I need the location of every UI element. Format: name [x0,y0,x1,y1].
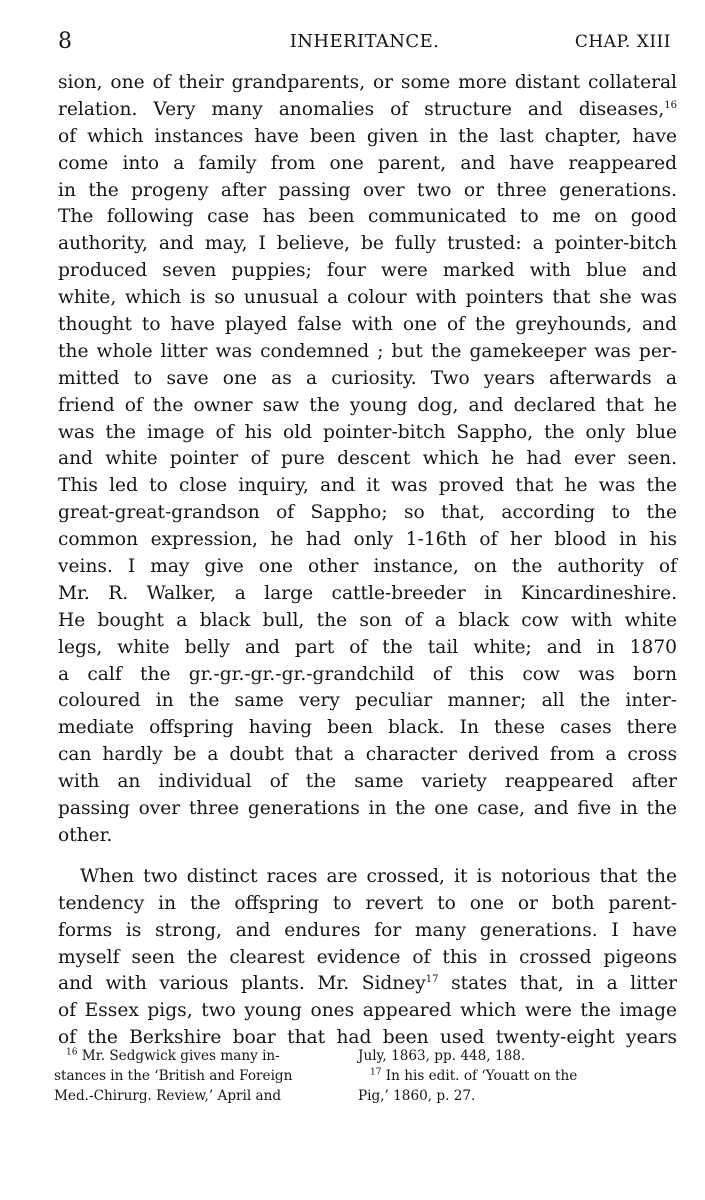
text-line: produced seven puppies; four were marked with blue and [58,260,677,282]
text-span: and with various plants. Mr. Sidney [58,973,426,995]
footnote-ref-16: 16 [664,99,677,111]
text-line: great-great-grandson of Sappho; so that, according to the [58,502,677,524]
text-line: thought to have played false with one of the greyhounds, and [58,314,677,336]
text-line: in the progeny after passing over two or three generations. [58,179,677,201]
text-line: myself seen the clearest evidence of this in crossed pigeons [58,946,677,968]
chapter-label: CHAP. XIII [574,32,671,52]
text-line: tendency in the offspring to revert to one or both parent- [58,892,677,914]
footnote-16 [54,1046,340,1106]
text-line: legs, white belly and part of the tail white; and in 1870 [58,636,677,658]
text-line: The following case has been communicated to me on good [58,206,677,228]
text-line: a calf the gr.-gr.-gr.-gr.-grandchild of this cow was born [58,663,677,685]
text-line: sion, one of their grandparents, or some more distant collateral [58,72,677,93]
text-line: When two distinct races are crossed, it is notorious that the [80,865,677,887]
text-line: forms is strong, and endures for many generations. I have [58,919,677,941]
text-line: come into a family from one parent, and have reappeared [58,152,677,174]
footnote-line: stances in the ‘British and Foreign [54,1068,293,1084]
text-line: He bought a black bull, the son of a black cow with white [58,609,677,631]
paragraph-gap [58,850,677,864]
footnote-line: July, 1863, pp. 448, 188. [358,1048,526,1064]
page-number: 8 [58,29,72,54]
text-line: common expression, he had only 1-16th of her blood in his [58,529,677,551]
text-line: with an individual of the same variety reappeared after [58,771,677,793]
text-line [58,97,677,124]
text-line: passing over three generations in the one case, and five in the [58,798,677,820]
text-line: of the Berkshire boar that had been used twenty-eight years [58,1027,677,1049]
running-head [58,28,671,58]
text-line: and white pointer of pure descent which he had ever seen. [58,448,677,470]
footnote-ref-17: 17 [425,974,439,986]
footnote-marker: 17 [370,1067,382,1078]
footnote-line [54,1046,340,1066]
footnote-line: Pig,’ 1860, p. 27. [358,1088,476,1104]
footnote-line: Med.-Chirurg. Review,’ April and [54,1088,282,1104]
footnote-marker: 16 [66,1047,78,1058]
footnote-line [358,1066,677,1086]
footnote-17 [358,1046,677,1106]
text-span: states that, in a litter [451,973,677,995]
text-line: friend of the owner saw the young dog, and declared that he [58,394,677,416]
text-line: of Essex pigs, two young ones appeared which were the image [58,1000,677,1022]
text-line: authority, and may, I believe, be fully trusted: a pointer-bitch [58,233,677,255]
text-line: veins. I may give one other instance, on the authority of [58,556,677,578]
text-line: of which instances have been given in the last chapter, have [58,125,677,147]
paragraph-1 [58,70,677,850]
text-line: Mr. R. Walker, a large cattle-breeder in Kincardineshire. [58,582,677,604]
text-line: white, which is so unusual a colour with pointers that she was [58,287,677,309]
text-line: coloured in the same very peculiar manner; all the inter- [58,690,677,712]
text-line: can hardly be a doubt that a character derived from a cross [58,744,677,766]
text-line: other. [58,824,113,846]
body-text [58,70,677,1052]
running-title: INHERITANCE. [289,31,440,52]
paragraph-2 [58,864,677,1052]
text-span: relation. Very many anomalies of structure and diseases, [58,98,665,120]
text-line [58,971,677,998]
text-line: the whole litter was condemned ; but the gamekeeper was per- [58,340,677,362]
text-line: This led to close inquiry, and it was proved that he was the [58,475,677,497]
text-line: mediate offspring having been black. In these cases there [58,717,677,739]
footnote-text: Mr. Sedgwick gives many in- [81,1048,280,1064]
footnote-text: In his edit. of ‘Youatt on the [385,1068,578,1084]
text-line: mitted to save one as a curiosity. Two years afterwards a [58,367,677,389]
text-line: was the image of his old pointer-bitch Sappho, the only blue [58,421,677,443]
